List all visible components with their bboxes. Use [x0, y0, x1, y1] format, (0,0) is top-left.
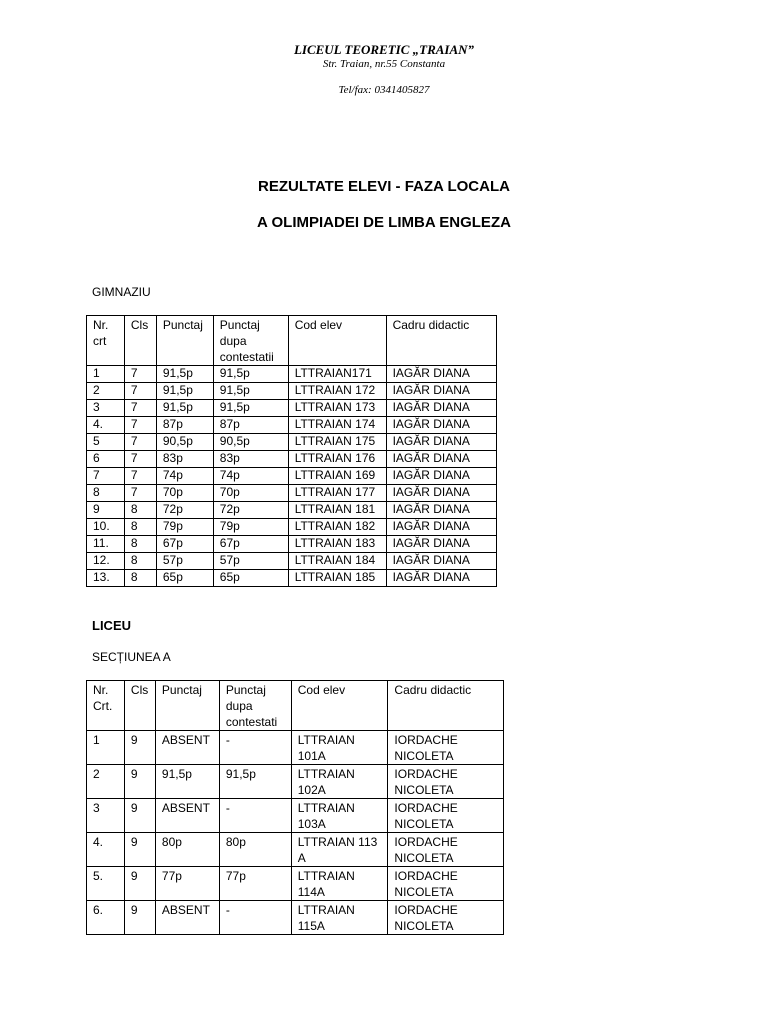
table-cell: IORDACHE NICOLETA	[388, 799, 504, 833]
table-cell: 6.	[87, 901, 125, 935]
table-cell: LTTRAIAN 172	[288, 383, 386, 400]
table-cell: 77p	[219, 867, 291, 901]
table-cell: 3	[87, 799, 125, 833]
table-cell: IAGĂR DIANA	[386, 383, 496, 400]
column-header: Punctaj	[156, 316, 213, 366]
table-cell: 57p	[156, 553, 213, 570]
table-cell: 65p	[156, 570, 213, 587]
table-cell: 4.	[87, 417, 125, 434]
table-row	[87, 765, 504, 799]
table-cell: 74p	[156, 468, 213, 485]
table-cell: IORDACHE NICOLETA	[388, 731, 504, 765]
table-row	[87, 536, 497, 553]
gimnaziu-label: GIMNAZIU	[92, 285, 151, 299]
table-cell: IAGĂR DIANA	[386, 451, 496, 468]
table-cell: 87p	[213, 417, 288, 434]
table-cell: LTTRAIAN 181	[288, 502, 386, 519]
table-cell: 80p	[219, 833, 291, 867]
table-cell: 9	[124, 799, 155, 833]
table-cell: 83p	[213, 451, 288, 468]
table-row	[87, 833, 504, 867]
table-cell: LTTRAIAN 114A	[291, 867, 388, 901]
document-title: REZULTATE ELEVI - FAZA LOCALA	[258, 178, 510, 195]
table-cell: 91,5p	[213, 366, 288, 383]
section-label: SECȚIUNEA A	[92, 650, 171, 664]
table-cell: 77p	[155, 867, 219, 901]
table-cell: 7	[124, 468, 156, 485]
table-row	[87, 451, 497, 468]
table-cell: 67p	[213, 536, 288, 553]
table-cell: ABSENT	[155, 731, 219, 765]
table-cell: IAGĂR DIANA	[386, 519, 496, 536]
table-cell: LTTRAIAN171	[288, 366, 386, 383]
table-cell: IORDACHE NICOLETA	[388, 833, 504, 867]
column-header: Punctaj dupa contestatii	[213, 316, 288, 366]
column-header: Punctaj dupa contestati	[219, 681, 291, 731]
table-cell: LTTRAIAN 113 A	[291, 833, 388, 867]
table-cell: 8	[124, 502, 156, 519]
table-cell: 7	[124, 400, 156, 417]
gimnaziu-results-table	[86, 315, 497, 587]
table-cell: LTTRAIAN 185	[288, 570, 386, 587]
table-cell: LTTRAIAN 101A	[291, 731, 388, 765]
table-cell: 9	[124, 833, 155, 867]
column-header: Cadru didactic	[388, 681, 504, 731]
table-cell: 70p	[213, 485, 288, 502]
table-row	[87, 731, 504, 765]
table-cell: IAGĂR DIANA	[386, 400, 496, 417]
table-cell: 8	[124, 519, 156, 536]
table-cell: -	[219, 799, 291, 833]
document-subtitle: A OLIMPIADEI DE LIMBA ENGLEZA	[257, 214, 511, 231]
school-name: LICEUL TEORETIC „TRAIAN”	[293, 42, 475, 57]
table-cell: LTTRAIAN 176	[288, 451, 386, 468]
table-cell: 2	[87, 383, 125, 400]
table-cell: 91,5p	[155, 765, 219, 799]
table-cell: 1	[87, 366, 125, 383]
table-row	[87, 400, 497, 417]
table-cell: 90,5p	[156, 434, 213, 451]
table-cell: 4.	[87, 833, 125, 867]
column-header: Punctaj	[155, 681, 219, 731]
column-header: Cod elev	[288, 316, 386, 366]
table-cell: LTTRAIAN 103A	[291, 799, 388, 833]
table-cell: ABSENT	[155, 901, 219, 935]
table-cell: IAGĂR DIANA	[386, 434, 496, 451]
table-cell: -	[219, 901, 291, 935]
column-header: Nr. crt	[87, 316, 125, 366]
table-cell: IAGĂR DIANA	[386, 417, 496, 434]
table-cell: 65p	[213, 570, 288, 587]
liceu-label: LICEU	[92, 618, 131, 633]
table-cell: IAGĂR DIANA	[386, 536, 496, 553]
table-cell: 8	[87, 485, 125, 502]
table-cell: IAGĂR DIANA	[386, 502, 496, 519]
table-cell: LTTRAIAN 183	[288, 536, 386, 553]
table-cell: 9	[124, 765, 155, 799]
table-cell: 83p	[156, 451, 213, 468]
table-cell: 7	[124, 451, 156, 468]
table-cell: LTTRAIAN 173	[288, 400, 386, 417]
table-cell: IAGĂR DIANA	[386, 553, 496, 570]
table-cell: LTTRAIAN 169	[288, 468, 386, 485]
table-cell: LTTRAIAN 174	[288, 417, 386, 434]
table-cell: 72p	[156, 502, 213, 519]
table-row	[87, 485, 497, 502]
table-cell: 13.	[87, 570, 125, 587]
table-cell: IAGĂR DIANA	[386, 485, 496, 502]
liceu-results-table	[86, 680, 504, 935]
table-cell: 7	[124, 434, 156, 451]
table-cell: 70p	[156, 485, 213, 502]
table-cell: 5	[87, 434, 125, 451]
table-cell: 91,5p	[156, 383, 213, 400]
table-cell: 57p	[213, 553, 288, 570]
table-cell: 9	[124, 867, 155, 901]
table-cell: 67p	[156, 536, 213, 553]
table-cell: 91,5p	[156, 366, 213, 383]
table-row	[87, 366, 497, 383]
table-cell: 72p	[213, 502, 288, 519]
table-row	[87, 553, 497, 570]
table-header-row	[87, 316, 497, 366]
table-row	[87, 502, 497, 519]
table-cell: 8	[124, 536, 156, 553]
table-cell: IAGĂR DIANA	[386, 366, 496, 383]
table-cell: 9	[124, 731, 155, 765]
table-cell: LTTRAIAN 115A	[291, 901, 388, 935]
column-header: Nr. Crt.	[87, 681, 125, 731]
table-cell: 1	[87, 731, 125, 765]
table-cell: 7	[124, 417, 156, 434]
table-row	[87, 434, 497, 451]
table-cell: 3	[87, 400, 125, 417]
table-cell: 11.	[87, 536, 125, 553]
table-cell: LTTRAIAN 102A	[291, 765, 388, 799]
table-cell: 90,5p	[213, 434, 288, 451]
table-header-row	[87, 681, 504, 731]
table-row	[87, 417, 497, 434]
table-cell: 7	[124, 366, 156, 383]
table-cell: ABSENT	[155, 799, 219, 833]
table-cell: 7	[87, 468, 125, 485]
table-cell: 7	[124, 485, 156, 502]
table-cell: LTTRAIAN 177	[288, 485, 386, 502]
table-cell: IAGĂR DIANA	[386, 570, 496, 587]
table-cell: 8	[124, 553, 156, 570]
table-cell: 74p	[213, 468, 288, 485]
table-cell: 91,5p	[156, 400, 213, 417]
table-cell: 10.	[87, 519, 125, 536]
table-cell: 9	[124, 901, 155, 935]
table-row	[87, 799, 504, 833]
column-header: Cod elev	[291, 681, 388, 731]
column-header: Cls	[124, 681, 155, 731]
table-cell: 87p	[156, 417, 213, 434]
column-header: Cadru didactic	[386, 316, 496, 366]
table-cell: 80p	[155, 833, 219, 867]
table-cell: LTTRAIAN 184	[288, 553, 386, 570]
column-header: Cls	[124, 316, 156, 366]
table-row	[87, 867, 504, 901]
table-cell: 12.	[87, 553, 125, 570]
table-cell: LTTRAIAN 182	[288, 519, 386, 536]
table-cell: IAGĂR DIANA	[386, 468, 496, 485]
table-cell: IORDACHE NICOLETA	[388, 867, 504, 901]
table-cell: 6	[87, 451, 125, 468]
table-cell: 91,5p	[219, 765, 291, 799]
table-cell: -	[219, 731, 291, 765]
table-cell: 91,5p	[213, 400, 288, 417]
table-cell: 8	[124, 570, 156, 587]
table-cell: 9	[87, 502, 125, 519]
table-cell: IORDACHE NICOLETA	[388, 901, 504, 935]
table-cell: 79p	[156, 519, 213, 536]
table-row	[87, 468, 497, 485]
table-cell: 5.	[87, 867, 125, 901]
table-cell: LTTRAIAN 175	[288, 434, 386, 451]
table-cell: IORDACHE NICOLETA	[388, 765, 504, 799]
table-cell: 2	[87, 765, 125, 799]
table-cell: 91,5p	[213, 383, 288, 400]
table-row	[87, 383, 497, 400]
table-row	[87, 901, 504, 935]
table-cell: 79p	[213, 519, 288, 536]
table-row	[87, 570, 497, 587]
table-cell: 7	[124, 383, 156, 400]
school-phone: Tel/fax: 0341405827	[338, 84, 430, 96]
school-address: Str. Traian, nr.55 Constanta	[322, 58, 446, 70]
table-row	[87, 519, 497, 536]
